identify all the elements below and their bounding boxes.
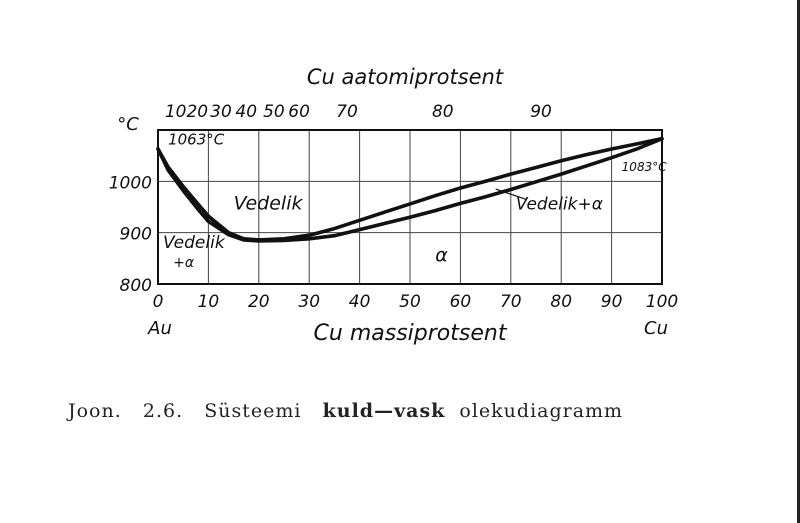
two-phase-region-label: Vedelik+α bbox=[515, 194, 603, 215]
two-phase-low-label: Vedelik bbox=[163, 233, 225, 254]
alpha-region-label: α bbox=[435, 243, 448, 266]
x-tick-label: 0 bbox=[152, 292, 164, 312]
y-tick-label: 900 bbox=[119, 224, 152, 245]
x-end-label-cu: Cu bbox=[644, 318, 668, 339]
top-tick-label: 70 bbox=[336, 102, 358, 122]
x-tick-label: 40 bbox=[348, 292, 371, 312]
two-phase-low-label-alpha: +α bbox=[173, 255, 195, 272]
figure-caption bbox=[68, 400, 708, 422]
x-end-label-au: Au bbox=[148, 318, 172, 339]
top-tick-label: 30 bbox=[210, 102, 232, 122]
top-tick-label: 90 bbox=[530, 102, 552, 122]
x-tick-label: 30 bbox=[298, 292, 321, 312]
x-tick-label: 90 bbox=[600, 292, 623, 312]
top-tick-label: 10 bbox=[164, 102, 187, 122]
melting-point-au-label: 1063°C bbox=[168, 130, 225, 149]
y-tick-label: 1000 bbox=[108, 173, 152, 194]
x-tick-label: 100 bbox=[645, 292, 679, 312]
x-tick-label: 80 bbox=[550, 292, 573, 312]
melting-point-cu-label: 1083°C bbox=[621, 160, 667, 175]
y-tick-label: 800 bbox=[119, 276, 152, 296]
top-tick-label: 80 bbox=[431, 102, 454, 122]
liquid-region-label: Vedelik bbox=[233, 192, 303, 215]
x-axis-title: Cu massiprotsent bbox=[313, 321, 507, 346]
top-axis-title: Cu aatomiprotsent bbox=[306, 65, 504, 89]
x-tick-label: 10 bbox=[197, 292, 220, 312]
x-tick-label: 20 bbox=[247, 292, 270, 312]
caption-prefix: Joon. 2.6. Süsteemi bbox=[68, 400, 323, 422]
caption-bold: kuld—vask bbox=[322, 400, 446, 422]
top-tick-label: 40 bbox=[235, 102, 258, 122]
x-tick-label: 70 bbox=[499, 292, 522, 312]
top-tick-label: 20 bbox=[186, 102, 209, 122]
x-tick-label: 50 bbox=[399, 292, 421, 312]
caption-suffix: olekudiagramm bbox=[445, 400, 624, 422]
top-tick-label: 60 bbox=[288, 102, 310, 122]
top-tick-label: 50 bbox=[263, 102, 285, 122]
y-axis-unit: °C bbox=[117, 114, 139, 135]
x-tick-label: 60 bbox=[449, 292, 472, 312]
